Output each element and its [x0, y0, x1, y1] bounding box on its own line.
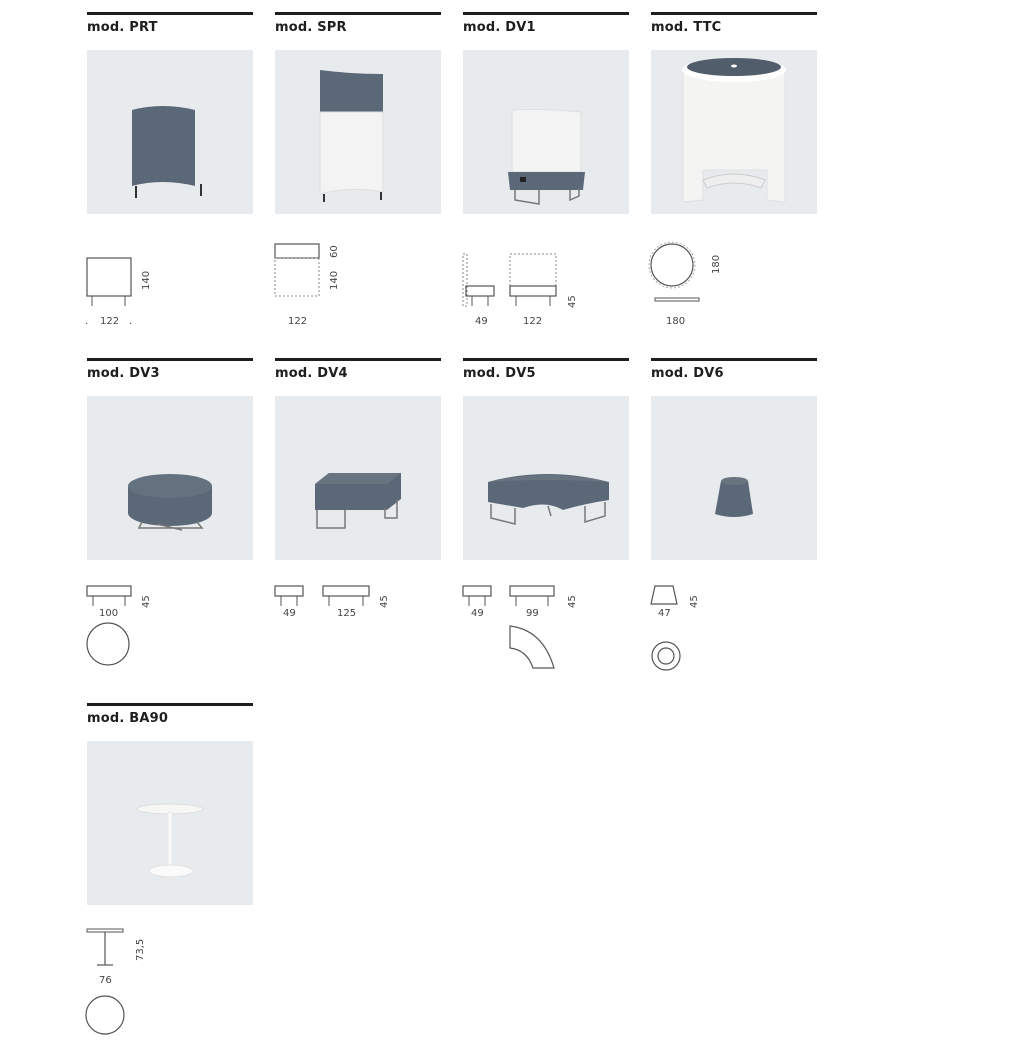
dim-height: 140: [141, 270, 152, 290]
section-rule: [87, 703, 253, 706]
product-photo-prt[interactable]: [87, 50, 253, 214]
pouf-stool-icon: [651, 396, 817, 560]
dim-height: 73,5: [135, 938, 146, 961]
dimension-drawing-ba90: [87, 929, 267, 1049]
product-photo-dv6[interactable]: [651, 396, 817, 560]
product-title: mod. TTC: [651, 20, 722, 35]
dim-width: 76: [99, 975, 112, 986]
svg-text:.: .: [129, 316, 133, 327]
section-rule: [651, 358, 817, 361]
dim-depth: 49: [475, 316, 488, 327]
product-photo-dv1[interactable]: [463, 50, 629, 214]
product-photo-ttc[interactable]: [651, 50, 817, 214]
dimension-drawing-prt: [87, 240, 267, 360]
section-rule: [463, 12, 629, 15]
product-title: mod. BA90: [87, 711, 169, 726]
dim-width: 100: [99, 608, 119, 619]
product-title: mod. DV5: [463, 366, 536, 381]
rectangular-bench-icon: [275, 396, 441, 560]
product-photo-spr[interactable]: [275, 50, 441, 214]
section-rule: [275, 358, 441, 361]
dim-width: 122: [288, 316, 308, 327]
dimension-drawing-dv3: [87, 586, 267, 706]
product-title: mod. SPR: [275, 20, 347, 35]
dim-height: 45: [379, 595, 390, 608]
dimension-drawing-spr: [275, 240, 455, 360]
dimension-drawing-dv5: [463, 586, 643, 706]
dimension-drawing-dv4: [275, 586, 455, 706]
dim-width: 99: [526, 608, 539, 619]
dim-height: 45: [689, 595, 700, 608]
bench-with-backrest-icon: [463, 50, 629, 214]
dimension-drawing-ttc: [651, 240, 831, 360]
svg-text:.: .: [85, 316, 89, 327]
product-photo-dv3[interactable]: [87, 396, 253, 560]
dim-width: 125: [337, 608, 357, 619]
product-title: mod. DV6: [651, 366, 724, 381]
dim-depth: 49: [471, 608, 484, 619]
round-bistro-table-icon: [87, 741, 253, 905]
dim-width: 122: [523, 316, 543, 327]
product-photo-ba90[interactable]: [87, 741, 253, 905]
dim-width: 122: [100, 316, 120, 327]
cylindrical-booth-icon: [651, 50, 817, 214]
screen-panel-two-tone-icon: [275, 50, 441, 214]
product-title: mod. DV3: [87, 366, 160, 381]
product-title: mod. DV1: [463, 20, 536, 35]
dimension-drawing-dv1: [463, 240, 643, 360]
dim-top-height: 60: [329, 245, 340, 258]
dim-height: 45: [567, 595, 578, 608]
dim-width: 180: [666, 316, 686, 327]
dim-height: 140: [329, 270, 340, 290]
product-photo-dv5[interactable]: [463, 396, 629, 560]
product-photo-dv4[interactable]: [275, 396, 441, 560]
round-ottoman-icon: [87, 396, 253, 560]
section-rule: [87, 358, 253, 361]
curved-bench-icon: [463, 396, 629, 560]
dim-height: 45: [567, 295, 578, 308]
section-rule: [275, 12, 441, 15]
product-title: mod. PRT: [87, 20, 158, 35]
curved-screen-panel-icon: [87, 50, 253, 214]
section-rule: [463, 358, 629, 361]
dim-width: 47: [658, 608, 671, 619]
section-rule: [651, 12, 817, 15]
dim-depth: 180: [711, 254, 722, 274]
product-title: mod. DV4: [275, 366, 348, 381]
dimension-drawing-dv6: [651, 586, 831, 706]
dim-depth: 49: [283, 608, 296, 619]
dim-height: 45: [141, 595, 152, 608]
section-rule: [87, 12, 253, 15]
